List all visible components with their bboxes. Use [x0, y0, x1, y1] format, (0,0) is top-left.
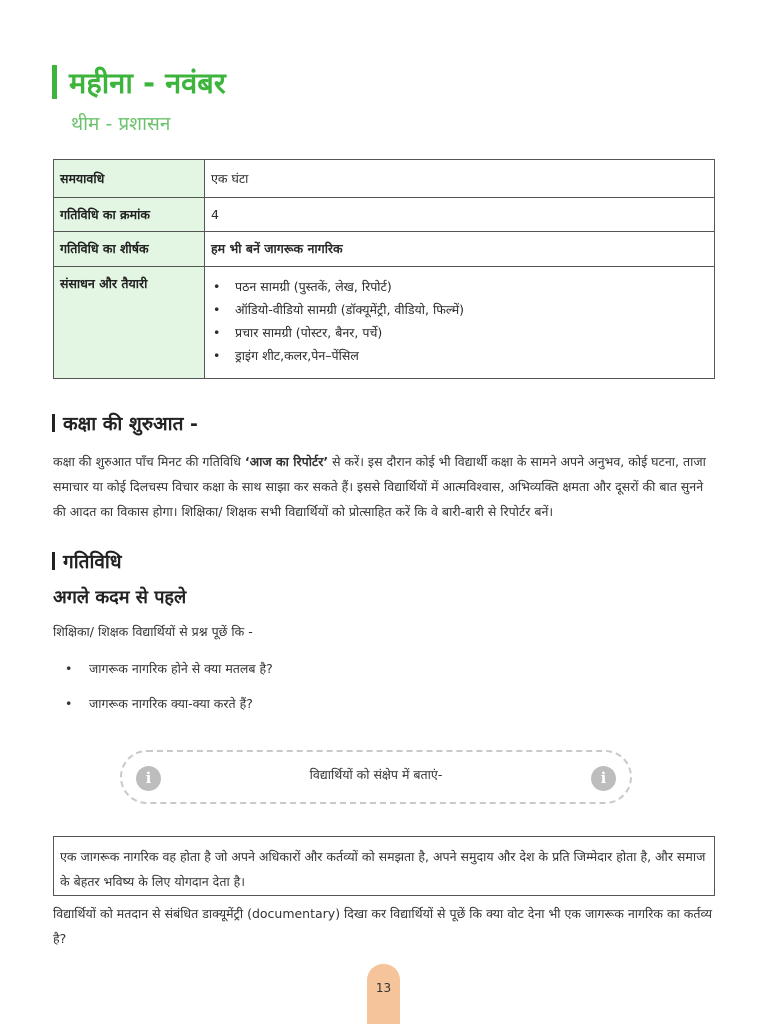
- section-heading-class-start: [52, 410, 198, 436]
- table-key-duration: समयावधि: [54, 160, 205, 198]
- table-value-duration: एक घंटा: [205, 160, 715, 198]
- table-value-resources: [205, 267, 715, 379]
- table-key-activity-number: गतिविधि का क्रमांक: [54, 198, 205, 232]
- emphasis-text: ‘आज का रिपोर्टर’: [244, 454, 329, 469]
- section-heading-text: गतिविधि: [63, 551, 122, 573]
- list-item: • ड्राइंग शीट,कलर,पेन–पेंसिल: [211, 344, 708, 367]
- table-key-activity-title: गतिविधि का शीर्षक: [54, 232, 205, 267]
- month-title: [52, 62, 226, 102]
- activity-subheading: अगले कदम से पहले: [53, 587, 187, 608]
- info-icon: i: [591, 766, 616, 791]
- info-icon: i: [136, 766, 161, 791]
- callout-box: [120, 750, 632, 804]
- paragraph-text: से करें। इस दौरान कोई भी विद्यार्थी कक्षा के सामने अपने अनुभव, कोई घटना, ताजा समाचार या कोई दिलचस्प विचार कक्षा के साथ साझा कर सकते हैं। इससे विद्यार्थियों में आत्मविश्वास, अभिव्यक्ति क्षमता और दूसरों की बात सुनने की आदत का विकास होगा। शिक्षिका/ शिक्षक सभी विद्यार्थियों को प्रोत्साहित करें कि वे बारी-बारी से रिपोर्टर बनें।: [53, 454, 706, 519]
- section-accent-bar: [52, 552, 55, 570]
- page-number: 13: [367, 964, 400, 1024]
- table-value-activity-number: 4: [205, 198, 715, 232]
- title-accent-bar: [52, 65, 57, 99]
- callout-text: विद्यार्थियों को संक्षेप में बताएं-: [309, 767, 443, 782]
- ask-intro-text: शिक्षिका/ शिक्षक विद्यार्थियों से प्रश्न पूछें कि -: [53, 624, 253, 639]
- section-accent-bar: [52, 414, 55, 432]
- closing-paragraph: विद्यार्थियों को मतदान से संबंधित डाक्यूमेंट्री (documentary) दिखा कर विद्यार्थियों से पूछें कि क्या वोट देना भी एक जागरूक नागरिक का कर्तव्य है?: [53, 906, 713, 946]
- definition-box: एक जागरूक नागरिक वह होता है जो अपने अधिकारों और कर्तव्यों को समझता है, अपने समुदाय और देश के प्रति जिम्मेदार होता है, और समाज के बेहतर भविष्य के लिए योगदान देता है।: [53, 836, 715, 896]
- class-start-paragraph: [53, 449, 717, 524]
- table-value-activity-title: हम भी बनें जागरूक नागरिक: [205, 232, 715, 267]
- resources-list: [211, 275, 708, 367]
- list-item: • प्रचार सामग्री (पोस्टर, बैनर, पर्चे): [211, 321, 708, 344]
- table-row: [54, 160, 715, 198]
- section-heading-text: कक्षा की शुरुआत -: [63, 413, 198, 435]
- list-item: • पठन सामग्री (पुस्तकें, लेख, रिपोर्ट): [211, 275, 708, 298]
- list-item: • जागरूक नागरिक होने से क्या मतलब है?: [65, 657, 273, 692]
- questions-list: [65, 657, 273, 727]
- section-heading-activity: [52, 548, 122, 574]
- table-row: [54, 232, 715, 267]
- activity-info-table: [53, 159, 715, 379]
- month-title-text: महीना - नवंबर: [69, 65, 226, 100]
- paragraph-text: कक्षा की शुरुआत पाँच मिनट की गतिविधि: [53, 454, 245, 469]
- table-key-resources: संसाधन और तैयारी: [54, 267, 205, 379]
- list-item: • ऑडियो-वीडियो सामग्री (डॉक्यूमेंट्री, वीडियो, फिल्में): [211, 298, 708, 321]
- table-row: [54, 198, 715, 232]
- table-row: [54, 267, 715, 379]
- list-item: • जागरूक नागरिक क्या-क्या करते हैं?: [65, 692, 273, 727]
- theme-subtitle: थीम - प्रशासन: [71, 113, 171, 135]
